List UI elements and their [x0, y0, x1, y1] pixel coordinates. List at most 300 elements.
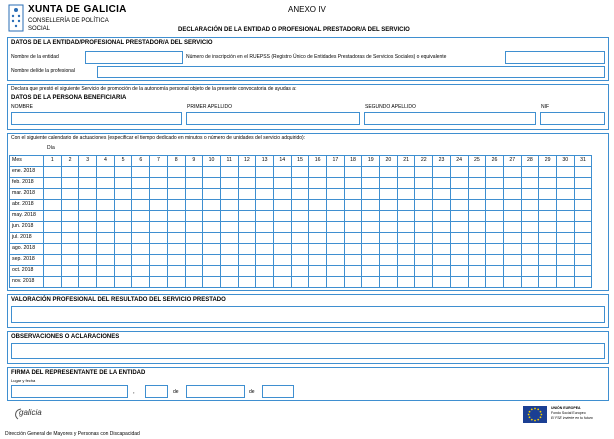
calendar-cell[interactable] — [503, 189, 521, 200]
calendar-cell[interactable] — [362, 211, 380, 222]
calendar-cell[interactable] — [433, 233, 451, 244]
calendar-cell[interactable] — [327, 233, 345, 244]
calendar-cell[interactable] — [556, 178, 574, 189]
calendar-cell[interactable] — [132, 200, 150, 211]
calendar-cell[interactable] — [97, 266, 115, 277]
calendar-cell[interactable] — [327, 178, 345, 189]
calendar-cell[interactable] — [539, 167, 557, 178]
calendar-cell[interactable] — [273, 167, 291, 178]
calendar-cell[interactable] — [273, 266, 291, 277]
calendar-cell[interactable] — [79, 222, 97, 233]
calendar-cell[interactable] — [220, 178, 238, 189]
calendar-cell[interactable] — [380, 211, 398, 222]
calendar-cell[interactable] — [150, 233, 168, 244]
calendar-cell[interactable] — [539, 200, 557, 211]
calendar-cell[interactable] — [521, 222, 539, 233]
calendar-cell[interactable] — [380, 222, 398, 233]
calendar-cell[interactable] — [556, 211, 574, 222]
calendar-cell[interactable] — [574, 233, 592, 244]
calendar-cell[interactable] — [185, 255, 203, 266]
calendar-cell[interactable] — [433, 222, 451, 233]
calendar-cell[interactable] — [574, 189, 592, 200]
beneficiary-name-field[interactable] — [11, 112, 182, 125]
calendar-cell[interactable] — [167, 200, 185, 211]
calendar-cell[interactable] — [44, 167, 62, 178]
calendar-cell[interactable] — [397, 211, 415, 222]
calendar-cell[interactable] — [220, 255, 238, 266]
calendar-cell[interactable] — [97, 222, 115, 233]
calendar-cell[interactable] — [503, 178, 521, 189]
calendar-cell[interactable] — [503, 233, 521, 244]
calendar-cell[interactable] — [362, 233, 380, 244]
calendar-cell[interactable] — [61, 277, 79, 288]
calendar-cell[interactable] — [114, 233, 132, 244]
calendar-cell[interactable] — [521, 189, 539, 200]
calendar-cell[interactable] — [114, 277, 132, 288]
calendar-cell[interactable] — [220, 222, 238, 233]
calendar-cell[interactable] — [79, 277, 97, 288]
calendar-cell[interactable] — [344, 189, 362, 200]
calendar-cell[interactable] — [344, 244, 362, 255]
month-field[interactable] — [186, 385, 245, 398]
calendar-cell[interactable] — [397, 222, 415, 233]
calendar-cell[interactable] — [238, 200, 256, 211]
calendar-cell[interactable] — [468, 244, 486, 255]
calendar-cell[interactable] — [415, 200, 433, 211]
calendar-cell[interactable] — [185, 211, 203, 222]
calendar-cell[interactable] — [450, 266, 468, 277]
calendar-cell[interactable] — [539, 277, 557, 288]
calendar-cell[interactable] — [380, 277, 398, 288]
calendar-cell[interactable] — [167, 211, 185, 222]
calendar-cell[interactable] — [44, 255, 62, 266]
calendar-cell[interactable] — [256, 255, 274, 266]
calendar-cell[interactable] — [380, 178, 398, 189]
calendar-cell[interactable] — [380, 233, 398, 244]
calendar-cell[interactable] — [79, 255, 97, 266]
calendar-cell[interactable] — [344, 200, 362, 211]
calendar-cell[interactable] — [450, 167, 468, 178]
calendar-cell[interactable] — [291, 178, 309, 189]
calendar-cell[interactable] — [486, 211, 504, 222]
calendar-cell[interactable] — [327, 189, 345, 200]
calendar-cell[interactable] — [539, 255, 557, 266]
calendar-cell[interactable] — [273, 277, 291, 288]
calendar-cell[interactable] — [185, 167, 203, 178]
calendar-cell[interactable] — [238, 222, 256, 233]
calendar-cell[interactable] — [44, 178, 62, 189]
calendar-cell[interactable] — [79, 233, 97, 244]
calendar-cell[interactable] — [238, 233, 256, 244]
calendar-cell[interactable] — [61, 222, 79, 233]
calendar-cell[interactable] — [132, 277, 150, 288]
calendar-cell[interactable] — [79, 266, 97, 277]
calendar-cell[interactable] — [256, 233, 274, 244]
calendar-cell[interactable] — [238, 244, 256, 255]
calendar-cell[interactable] — [362, 277, 380, 288]
calendar-cell[interactable] — [150, 200, 168, 211]
calendar-cell[interactable] — [433, 244, 451, 255]
calendar-cell[interactable] — [256, 167, 274, 178]
calendar-cell[interactable] — [97, 200, 115, 211]
calendar-cell[interactable] — [309, 255, 327, 266]
calendar-cell[interactable] — [79, 211, 97, 222]
calendar-cell[interactable] — [539, 178, 557, 189]
rueps-field[interactable] — [505, 51, 605, 64]
calendar-cell[interactable] — [415, 244, 433, 255]
first-surname-field[interactable] — [186, 112, 360, 125]
calendar-cell[interactable] — [44, 189, 62, 200]
calendar-cell[interactable] — [539, 266, 557, 277]
calendar-cell[interactable] — [132, 222, 150, 233]
calendar-cell[interactable] — [44, 233, 62, 244]
calendar-cell[interactable] — [203, 222, 221, 233]
calendar-cell[interactable] — [132, 167, 150, 178]
calendar-cell[interactable] — [556, 255, 574, 266]
calendar-cell[interactable] — [185, 244, 203, 255]
calendar-cell[interactable] — [362, 266, 380, 277]
calendar-cell[interactable] — [256, 189, 274, 200]
calendar-cell[interactable] — [238, 211, 256, 222]
calendar-cell[interactable] — [327, 200, 345, 211]
calendar-cell[interactable] — [521, 211, 539, 222]
calendar-cell[interactable] — [344, 222, 362, 233]
calendar-cell[interactable] — [556, 244, 574, 255]
calendar-cell[interactable] — [344, 233, 362, 244]
calendar-cell[interactable] — [167, 266, 185, 277]
calendar-cell[interactable] — [415, 266, 433, 277]
calendar-cell[interactable] — [167, 189, 185, 200]
calendar-cell[interactable] — [486, 189, 504, 200]
calendar-cell[interactable] — [273, 244, 291, 255]
calendar-cell[interactable] — [97, 189, 115, 200]
calendar-cell[interactable] — [256, 178, 274, 189]
calendar-cell[interactable] — [380, 255, 398, 266]
calendar-cell[interactable] — [362, 200, 380, 211]
calendar-cell[interactable] — [150, 222, 168, 233]
calendar-cell[interactable] — [238, 266, 256, 277]
calendar-cell[interactable] — [167, 178, 185, 189]
calendar-cell[interactable] — [468, 266, 486, 277]
calendar-cell[interactable] — [114, 200, 132, 211]
calendar-cell[interactable] — [344, 178, 362, 189]
calendar-cell[interactable] — [450, 244, 468, 255]
calendar-cell[interactable] — [44, 277, 62, 288]
calendar-cell[interactable] — [450, 222, 468, 233]
calendar-cell[interactable] — [150, 266, 168, 277]
calendar-cell[interactable] — [344, 266, 362, 277]
calendar-cell[interactable] — [415, 167, 433, 178]
calendar-cell[interactable] — [61, 233, 79, 244]
calendar-cell[interactable] — [167, 277, 185, 288]
calendar-cell[interactable] — [327, 266, 345, 277]
calendar-cell[interactable] — [291, 244, 309, 255]
calendar-cell[interactable] — [61, 200, 79, 211]
calendar-cell[interactable] — [486, 200, 504, 211]
calendar-cell[interactable] — [327, 244, 345, 255]
calendar-cell[interactable] — [521, 167, 539, 178]
calendar-cell[interactable] — [256, 277, 274, 288]
calendar-cell[interactable] — [309, 189, 327, 200]
calendar-cell[interactable] — [380, 189, 398, 200]
calendar-cell[interactable] — [291, 200, 309, 211]
calendar-cell[interactable] — [273, 255, 291, 266]
calendar-cell[interactable] — [97, 277, 115, 288]
calendar-cell[interactable] — [44, 222, 62, 233]
calendar-cell[interactable] — [556, 189, 574, 200]
entity-name-field[interactable] — [85, 51, 183, 64]
calendar-cell[interactable] — [556, 233, 574, 244]
calendar-cell[interactable] — [397, 277, 415, 288]
calendar-cell[interactable] — [114, 178, 132, 189]
calendar-cell[interactable] — [61, 244, 79, 255]
calendar-cell[interactable] — [468, 222, 486, 233]
calendar-cell[interactable] — [256, 200, 274, 211]
calendar-cell[interactable] — [344, 277, 362, 288]
calendar-cell[interactable] — [397, 167, 415, 178]
day-field[interactable] — [145, 385, 168, 398]
calendar-cell[interactable] — [556, 277, 574, 288]
calendar-cell[interactable] — [468, 211, 486, 222]
calendar-cell[interactable] — [273, 233, 291, 244]
calendar-cell[interactable] — [556, 266, 574, 277]
calendar-cell[interactable] — [167, 233, 185, 244]
calendar-cell[interactable] — [415, 277, 433, 288]
calendar-cell[interactable] — [273, 200, 291, 211]
calendar-cell[interactable] — [486, 167, 504, 178]
calendar-cell[interactable] — [362, 222, 380, 233]
calendar-cell[interactable] — [503, 277, 521, 288]
calendar-cell[interactable] — [415, 233, 433, 244]
calendar-cell[interactable] — [397, 255, 415, 266]
calendar-cell[interactable] — [220, 200, 238, 211]
calendar-cell[interactable] — [220, 244, 238, 255]
calendar-cell[interactable] — [397, 178, 415, 189]
calendar-cell[interactable] — [521, 244, 539, 255]
second-surname-field[interactable] — [364, 112, 536, 125]
calendar-cell[interactable] — [185, 178, 203, 189]
calendar-cell[interactable] — [539, 244, 557, 255]
calendar-cell[interactable] — [203, 277, 221, 288]
calendar-cell[interactable] — [486, 266, 504, 277]
calendar-cell[interactable] — [521, 266, 539, 277]
calendar-cell[interactable] — [273, 211, 291, 222]
calendar-cell[interactable] — [362, 178, 380, 189]
calendar-cell[interactable] — [468, 200, 486, 211]
calendar-cell[interactable] — [539, 189, 557, 200]
calendar-cell[interactable] — [503, 200, 521, 211]
year-field[interactable] — [262, 385, 294, 398]
calendar-cell[interactable] — [44, 200, 62, 211]
calendar-cell[interactable] — [539, 222, 557, 233]
calendar-cell[interactable] — [97, 233, 115, 244]
calendar-cell[interactable] — [185, 222, 203, 233]
calendar-cell[interactable] — [150, 167, 168, 178]
calendar-cell[interactable] — [203, 178, 221, 189]
calendar-cell[interactable] — [450, 277, 468, 288]
calendar-cell[interactable] — [97, 255, 115, 266]
calendar-cell[interactable] — [574, 255, 592, 266]
calendar-cell[interactable] — [150, 255, 168, 266]
calendar-cell[interactable] — [433, 211, 451, 222]
calendar-cell[interactable] — [468, 189, 486, 200]
calendar-cell[interactable] — [415, 211, 433, 222]
calendar-cell[interactable] — [433, 266, 451, 277]
calendar-cell[interactable] — [309, 178, 327, 189]
calendar-cell[interactable] — [97, 167, 115, 178]
calendar-cell[interactable] — [468, 255, 486, 266]
calendar-cell[interactable] — [79, 244, 97, 255]
calendar-cell[interactable] — [344, 167, 362, 178]
calendar-cell[interactable] — [256, 222, 274, 233]
calendar-cell[interactable] — [79, 200, 97, 211]
calendar-cell[interactable] — [503, 255, 521, 266]
calendar-cell[interactable] — [61, 255, 79, 266]
calendar-cell[interactable] — [468, 233, 486, 244]
nif-field[interactable] — [540, 112, 605, 125]
calendar-cell[interactable] — [450, 211, 468, 222]
calendar-cell[interactable] — [486, 233, 504, 244]
calendar-cell[interactable] — [521, 200, 539, 211]
calendar-cell[interactable] — [468, 277, 486, 288]
calendar-cell[interactable] — [362, 255, 380, 266]
calendar-cell[interactable] — [327, 167, 345, 178]
calendar-cell[interactable] — [114, 222, 132, 233]
calendar-cell[interactable] — [415, 178, 433, 189]
calendar-cell[interactable] — [132, 233, 150, 244]
calendar-cell[interactable] — [203, 233, 221, 244]
calendar-cell[interactable] — [362, 167, 380, 178]
calendar-cell[interactable] — [114, 244, 132, 255]
calendar-cell[interactable] — [433, 200, 451, 211]
calendar-cell[interactable] — [521, 233, 539, 244]
calendar-cell[interactable] — [415, 189, 433, 200]
calendar-cell[interactable] — [150, 277, 168, 288]
calendar-cell[interactable] — [450, 233, 468, 244]
calendar-cell[interactable] — [291, 266, 309, 277]
calendar-cell[interactable] — [79, 167, 97, 178]
calendar-cell[interactable] — [185, 266, 203, 277]
calendar-cell[interactable] — [150, 244, 168, 255]
calendar-cell[interactable] — [362, 189, 380, 200]
calendar-cell[interactable] — [397, 266, 415, 277]
calendar-cell[interactable] — [114, 255, 132, 266]
calendar-cell[interactable] — [61, 211, 79, 222]
calendar-cell[interactable] — [167, 222, 185, 233]
calendar-cell[interactable] — [503, 211, 521, 222]
calendar-cell[interactable] — [380, 200, 398, 211]
calendar-cell[interactable] — [309, 244, 327, 255]
calendar-cell[interactable] — [238, 167, 256, 178]
calendar-cell[interactable] — [574, 277, 592, 288]
calendar-cell[interactable] — [238, 189, 256, 200]
observations-field[interactable] — [11, 343, 605, 359]
calendar-cell[interactable] — [521, 178, 539, 189]
calendar-cell[interactable] — [203, 255, 221, 266]
calendar-cell[interactable] — [486, 178, 504, 189]
calendar-cell[interactable] — [397, 200, 415, 211]
calendar-cell[interactable] — [309, 222, 327, 233]
calendar-cell[interactable] — [132, 244, 150, 255]
calendar-cell[interactable] — [256, 211, 274, 222]
calendar-cell[interactable] — [468, 167, 486, 178]
calendar-cell[interactable] — [309, 167, 327, 178]
calendar-cell[interactable] — [203, 244, 221, 255]
calendar-cell[interactable] — [415, 222, 433, 233]
calendar-cell[interactable] — [486, 255, 504, 266]
calendar-cell[interactable] — [574, 211, 592, 222]
calendar-cell[interactable] — [114, 189, 132, 200]
calendar-cell[interactable] — [256, 244, 274, 255]
calendar-cell[interactable] — [309, 266, 327, 277]
professional-name-field[interactable] — [97, 66, 605, 78]
calendar-cell[interactable] — [291, 255, 309, 266]
calendar-cell[interactable] — [61, 266, 79, 277]
assessment-field[interactable] — [11, 306, 605, 323]
calendar-cell[interactable] — [556, 167, 574, 178]
calendar-cell[interactable] — [132, 211, 150, 222]
calendar-cell[interactable] — [291, 233, 309, 244]
calendar-cell[interactable] — [539, 211, 557, 222]
calendar-cell[interactable] — [433, 277, 451, 288]
calendar-cell[interactable] — [397, 189, 415, 200]
calendar-cell[interactable] — [273, 222, 291, 233]
calendar-cell[interactable] — [503, 222, 521, 233]
calendar-cell[interactable] — [220, 167, 238, 178]
calendar-cell[interactable] — [521, 255, 539, 266]
calendar-cell[interactable] — [97, 211, 115, 222]
calendar-cell[interactable] — [114, 167, 132, 178]
calendar-cell[interactable] — [273, 189, 291, 200]
calendar-cell[interactable] — [185, 233, 203, 244]
calendar-cell[interactable] — [450, 189, 468, 200]
calendar-cell[interactable] — [433, 178, 451, 189]
calendar-cell[interactable] — [114, 266, 132, 277]
calendar-cell[interactable] — [362, 244, 380, 255]
calendar-cell[interactable] — [397, 233, 415, 244]
calendar-cell[interactable] — [203, 266, 221, 277]
calendar-cell[interactable] — [503, 167, 521, 178]
calendar-cell[interactable] — [486, 222, 504, 233]
calendar-cell[interactable] — [574, 200, 592, 211]
calendar-cell[interactable] — [486, 244, 504, 255]
calendar-cell[interactable] — [132, 178, 150, 189]
calendar-cell[interactable] — [238, 277, 256, 288]
calendar-cell[interactable] — [44, 244, 62, 255]
calendar-cell[interactable] — [256, 266, 274, 277]
calendar-cell[interactable] — [220, 277, 238, 288]
calendar-cell[interactable] — [574, 244, 592, 255]
calendar-cell[interactable] — [327, 277, 345, 288]
calendar-cell[interactable] — [97, 178, 115, 189]
calendar-cell[interactable] — [380, 244, 398, 255]
calendar-cell[interactable] — [132, 255, 150, 266]
calendar-cell[interactable] — [44, 266, 62, 277]
place-field[interactable] — [11, 385, 128, 398]
calendar-cell[interactable] — [61, 167, 79, 178]
calendar-cell[interactable] — [79, 189, 97, 200]
calendar-cell[interactable] — [220, 189, 238, 200]
calendar-cell[interactable] — [521, 277, 539, 288]
calendar-cell[interactable] — [309, 200, 327, 211]
calendar-cell[interactable] — [167, 167, 185, 178]
calendar-cell[interactable] — [380, 167, 398, 178]
calendar-cell[interactable] — [273, 178, 291, 189]
calendar-cell[interactable] — [556, 200, 574, 211]
calendar-cell[interactable] — [415, 255, 433, 266]
calendar-cell[interactable] — [450, 255, 468, 266]
calendar-cell[interactable] — [539, 233, 557, 244]
